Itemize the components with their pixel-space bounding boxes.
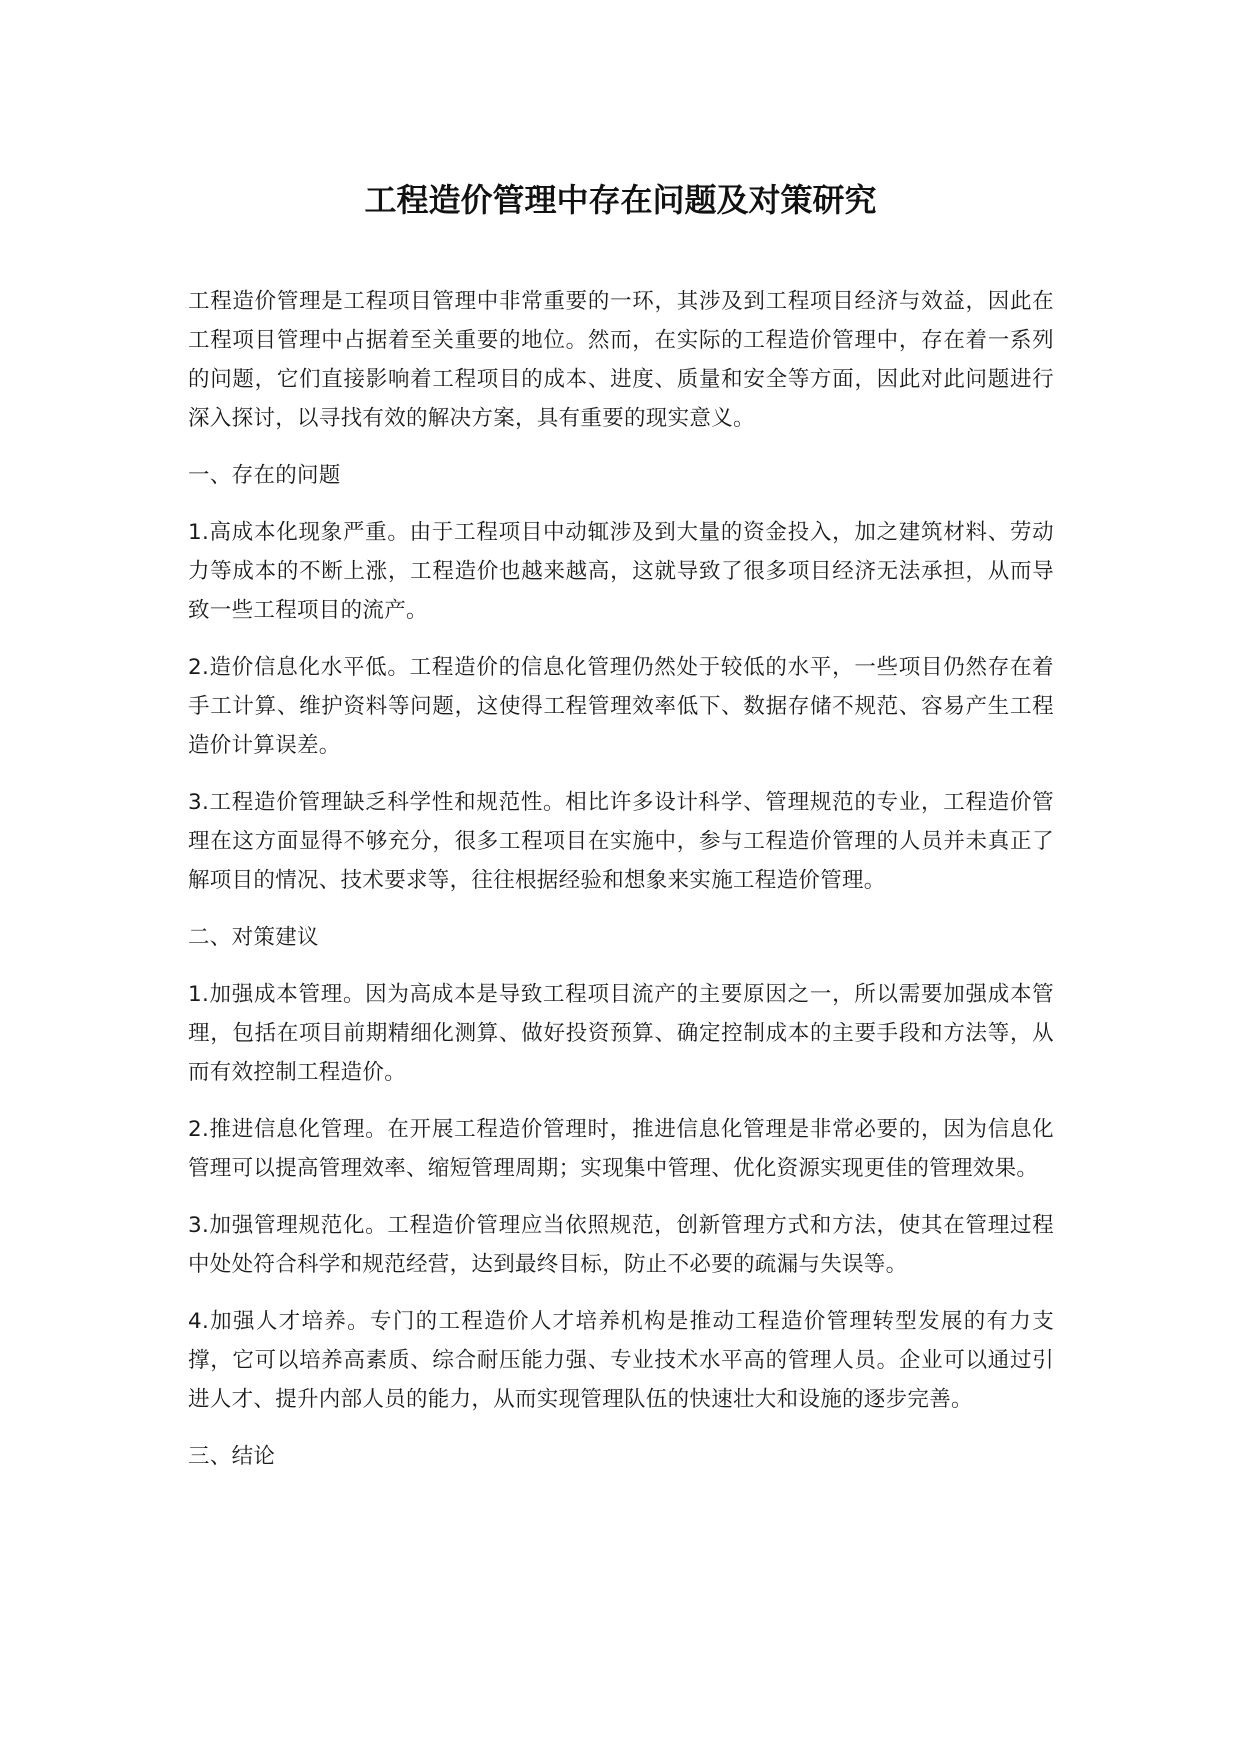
intro-paragraph: 工程造价管理是工程项目管理中非常重要的一环，其涉及到工程项目经济与效益，因此在工程项目管理中占据着至关重要的地位。然而，在实际的工程造价管理中，存在着一系列的问题，它们直接影响着工程项目的成本、进度、质量和安全等方面，因此对此问题进行深入探讨，以寻找有效的解决方案，具有重要的现实意义。 [188,289,1054,431]
section-heading-problems: 一、存在的问题 [188,463,341,488]
suggestion-item-3: 3.加强管理规范化。工程造价管理应当依照规范，创新管理方式和方法，使其在管理过程中处处符合科学和规范经营，达到最终目标，防止不必要的疏漏与失误等。 [188,1213,1054,1277]
problem-item-2: 2.造价信息化水平低。工程造价的信息化管理仍然处于较低的水平，一些项目仍然存在着手工计算、维护资料等问题，这使得工程管理效率低下、数据存储不规范、容易产生工程造价计算误差。 [188,655,1054,758]
suggestion-item-2: 2.推进信息化管理。在开展工程造价管理时，推进信息化管理是非常必要的，因为信息化管理可以提高管理效率、缩短管理周期；实现集中管理、优化资源实现更佳的管理效果。 [188,1117,1054,1181]
section-heading-conclusion: 三、结论 [188,1444,276,1469]
document-body [188,282,1054,1494]
problem-item-1: 1.高成本化现象严重。由于工程项目中动辄涉及到大量的资金投入，加之建筑材料、劳动力等成本的不断上涨，工程造价也越来越高，这就导致了很多项目经济无法承担，从而导致一些工程项目的流产。 [188,520,1054,623]
problem-item-3: 3.工程造价管理缺乏科学性和规范性。相比许多设计科学、管理规范的专业，工程造价管理在这方面显得不够充分，很多工程项目在实施中，参与工程造价管理的人员并未真正了解项目的情况、技术要求等，往往根据经验和想象来实施工程造价管理。 [188,790,1054,893]
suggestion-item-1: 1.加强成本管理。因为高成本是导致工程项目流产的主要原因之一，所以需要加强成本管理，包括在项目前期精细化测算、做好投资预算、确定控制成本的主要手段和方法等，从而有效控制工程造价。 [188,982,1054,1085]
suggestion-item-4: 4.加强人才培养。专门的工程造价人才培养机构是推动工程造价管理转型发展的有力支撑，它可以培养高素质、综合耐压能力强、专业技术水平高的管理人员。企业可以通过引进人才、提升内部人员的能力，从而实现管理队伍的快速壮大和设施的逐步完善。 [188,1309,1054,1412]
document-title: 工程造价管理中存在问题及对策研究 [364,181,877,219]
section-heading-suggestions: 二、对策建议 [188,925,319,950]
